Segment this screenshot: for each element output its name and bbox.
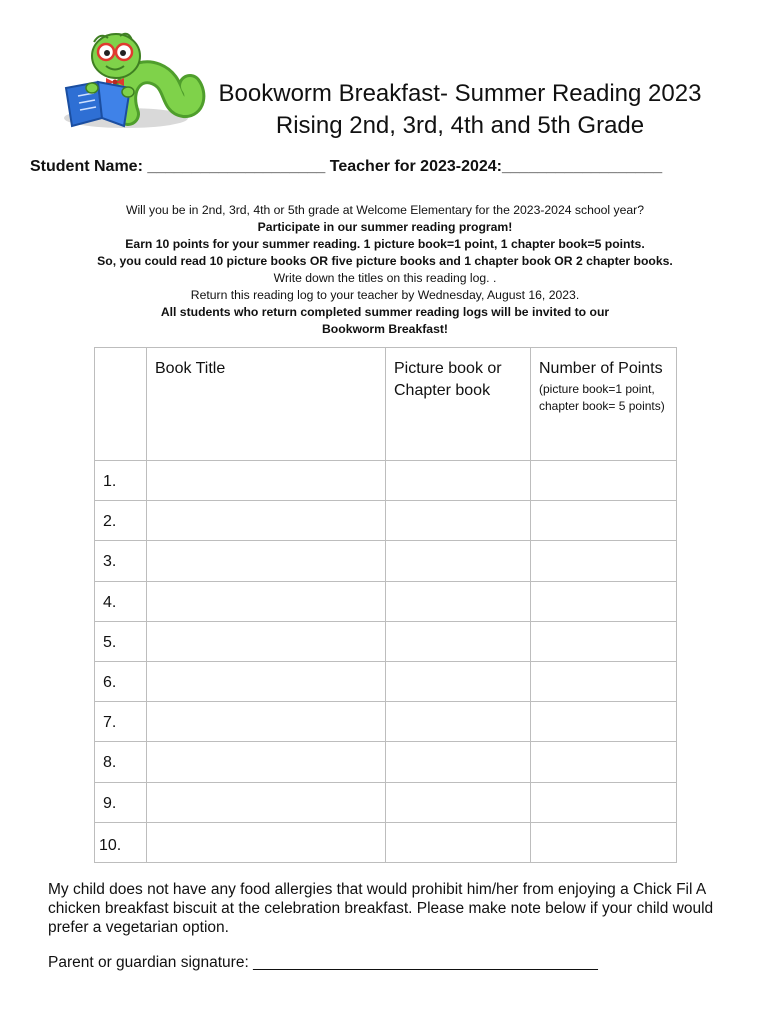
- points-cell[interactable]: [531, 742, 677, 782]
- table-row: [95, 702, 677, 742]
- instructions: [20, 202, 750, 338]
- book-title-cell[interactable]: [147, 621, 386, 661]
- book-title-cell[interactable]: [147, 822, 386, 862]
- book-type-cell[interactable]: [386, 621, 531, 661]
- table-row: [95, 461, 677, 501]
- book-type-cell[interactable]: [386, 501, 531, 541]
- table-row: [95, 661, 677, 701]
- row-number: 5.: [95, 621, 147, 661]
- instruction-line: Bookworm Breakfast!: [322, 322, 448, 336]
- points-header-note: (picture book=1 point, chapter book= 5 points): [539, 382, 665, 413]
- book-type-cell[interactable]: [386, 742, 531, 782]
- book-title-header: Book Title: [147, 348, 386, 461]
- table-row: [95, 581, 677, 621]
- table-row: [95, 782, 677, 822]
- book-title-cell[interactable]: [147, 702, 386, 742]
- points-cell[interactable]: [531, 541, 677, 581]
- row-number: 1.: [95, 461, 147, 501]
- instruction-line: Write down the titles on this reading log. .: [273, 271, 497, 285]
- points-header-label: Number of Points: [539, 360, 663, 377]
- row-number: 6.: [95, 661, 147, 701]
- book-type-cell[interactable]: [386, 461, 531, 501]
- page-title: [180, 78, 740, 142]
- number-header: [95, 348, 147, 461]
- points-cell[interactable]: [531, 661, 677, 701]
- table-row: [95, 501, 677, 541]
- points-cell[interactable]: [531, 782, 677, 822]
- table-row: [95, 742, 677, 782]
- instruction-line: All students who return completed summer reading logs will be invited to our: [160, 305, 610, 319]
- table-header-row: [95, 348, 677, 461]
- instruction-line: Return this reading log to your teacher by Wednesday, August 16, 2023.: [190, 288, 580, 302]
- instruction-line: So, you could read 10 picture books OR five picture books and 1 chapter book OR 2 chapter books.: [97, 254, 673, 268]
- book-type-cell[interactable]: [386, 581, 531, 621]
- book-type-cell[interactable]: [386, 661, 531, 701]
- instruction-line: Earn 10 points for your summer reading. 1 picture book=1 point, 1 chapter book=5 points.: [125, 237, 645, 251]
- row-number: 3.: [95, 541, 147, 581]
- instruction-line: Participate in our summer reading program!: [257, 220, 513, 234]
- book-type-cell[interactable]: [386, 782, 531, 822]
- title-line-1: Bookworm Breakfast- Summer Reading 2023: [218, 80, 702, 107]
- book-type-cell[interactable]: [386, 822, 531, 862]
- book-type-cell[interactable]: [386, 541, 531, 581]
- student-teacher-line: [30, 158, 750, 176]
- table-row: [95, 541, 677, 581]
- table-row: [95, 822, 677, 862]
- book-title-cell[interactable]: [147, 661, 386, 701]
- table-row: [95, 621, 677, 661]
- book-title-cell[interactable]: [147, 782, 386, 822]
- points-cell[interactable]: [531, 461, 677, 501]
- signature-field[interactable]: Parent or guardian signature: ________________________________________: [48, 954, 598, 971]
- row-number: 4.: [95, 581, 147, 621]
- book-type-header: Picture book or Chapter book: [386, 348, 531, 461]
- book-title-cell[interactable]: [147, 742, 386, 782]
- points-cell[interactable]: [531, 702, 677, 742]
- book-title-cell[interactable]: [147, 461, 386, 501]
- allergy-note: My child does not have any food allergies that would prohibit him/her from enjoying a Chick Fil A chicken breakfast biscuit at the celebration breakfast. Please make note below if your child would prefer a vegetarian option.: [48, 881, 714, 936]
- book-title-cell[interactable]: [147, 541, 386, 581]
- instruction-line: Will you be in 2nd, 3rd, 4th or 5th grade at Welcome Elementary for the 2023-2024 school year?: [125, 203, 645, 217]
- row-number: 9.: [95, 782, 147, 822]
- points-cell[interactable]: [531, 621, 677, 661]
- row-number: 10.: [95, 822, 147, 862]
- points-cell[interactable]: [531, 501, 677, 541]
- title-line-2: Rising 2nd, 3rd, 4th and 5th Grade: [275, 112, 645, 139]
- points-cell[interactable]: [531, 581, 677, 621]
- student-name-field[interactable]: Student Name: ____________________: [30, 158, 326, 175]
- row-number: 8.: [95, 742, 147, 782]
- points-header: [531, 348, 677, 461]
- book-title-cell[interactable]: [147, 581, 386, 621]
- row-number: 7.: [95, 702, 147, 742]
- book-type-cell[interactable]: [386, 702, 531, 742]
- book-title-cell[interactable]: [147, 501, 386, 541]
- reading-log-table: [94, 347, 677, 863]
- teacher-field[interactable]: Teacher for 2023-2024:__________________: [329, 158, 663, 175]
- points-cell[interactable]: [531, 822, 677, 862]
- row-number: 2.: [95, 501, 147, 541]
